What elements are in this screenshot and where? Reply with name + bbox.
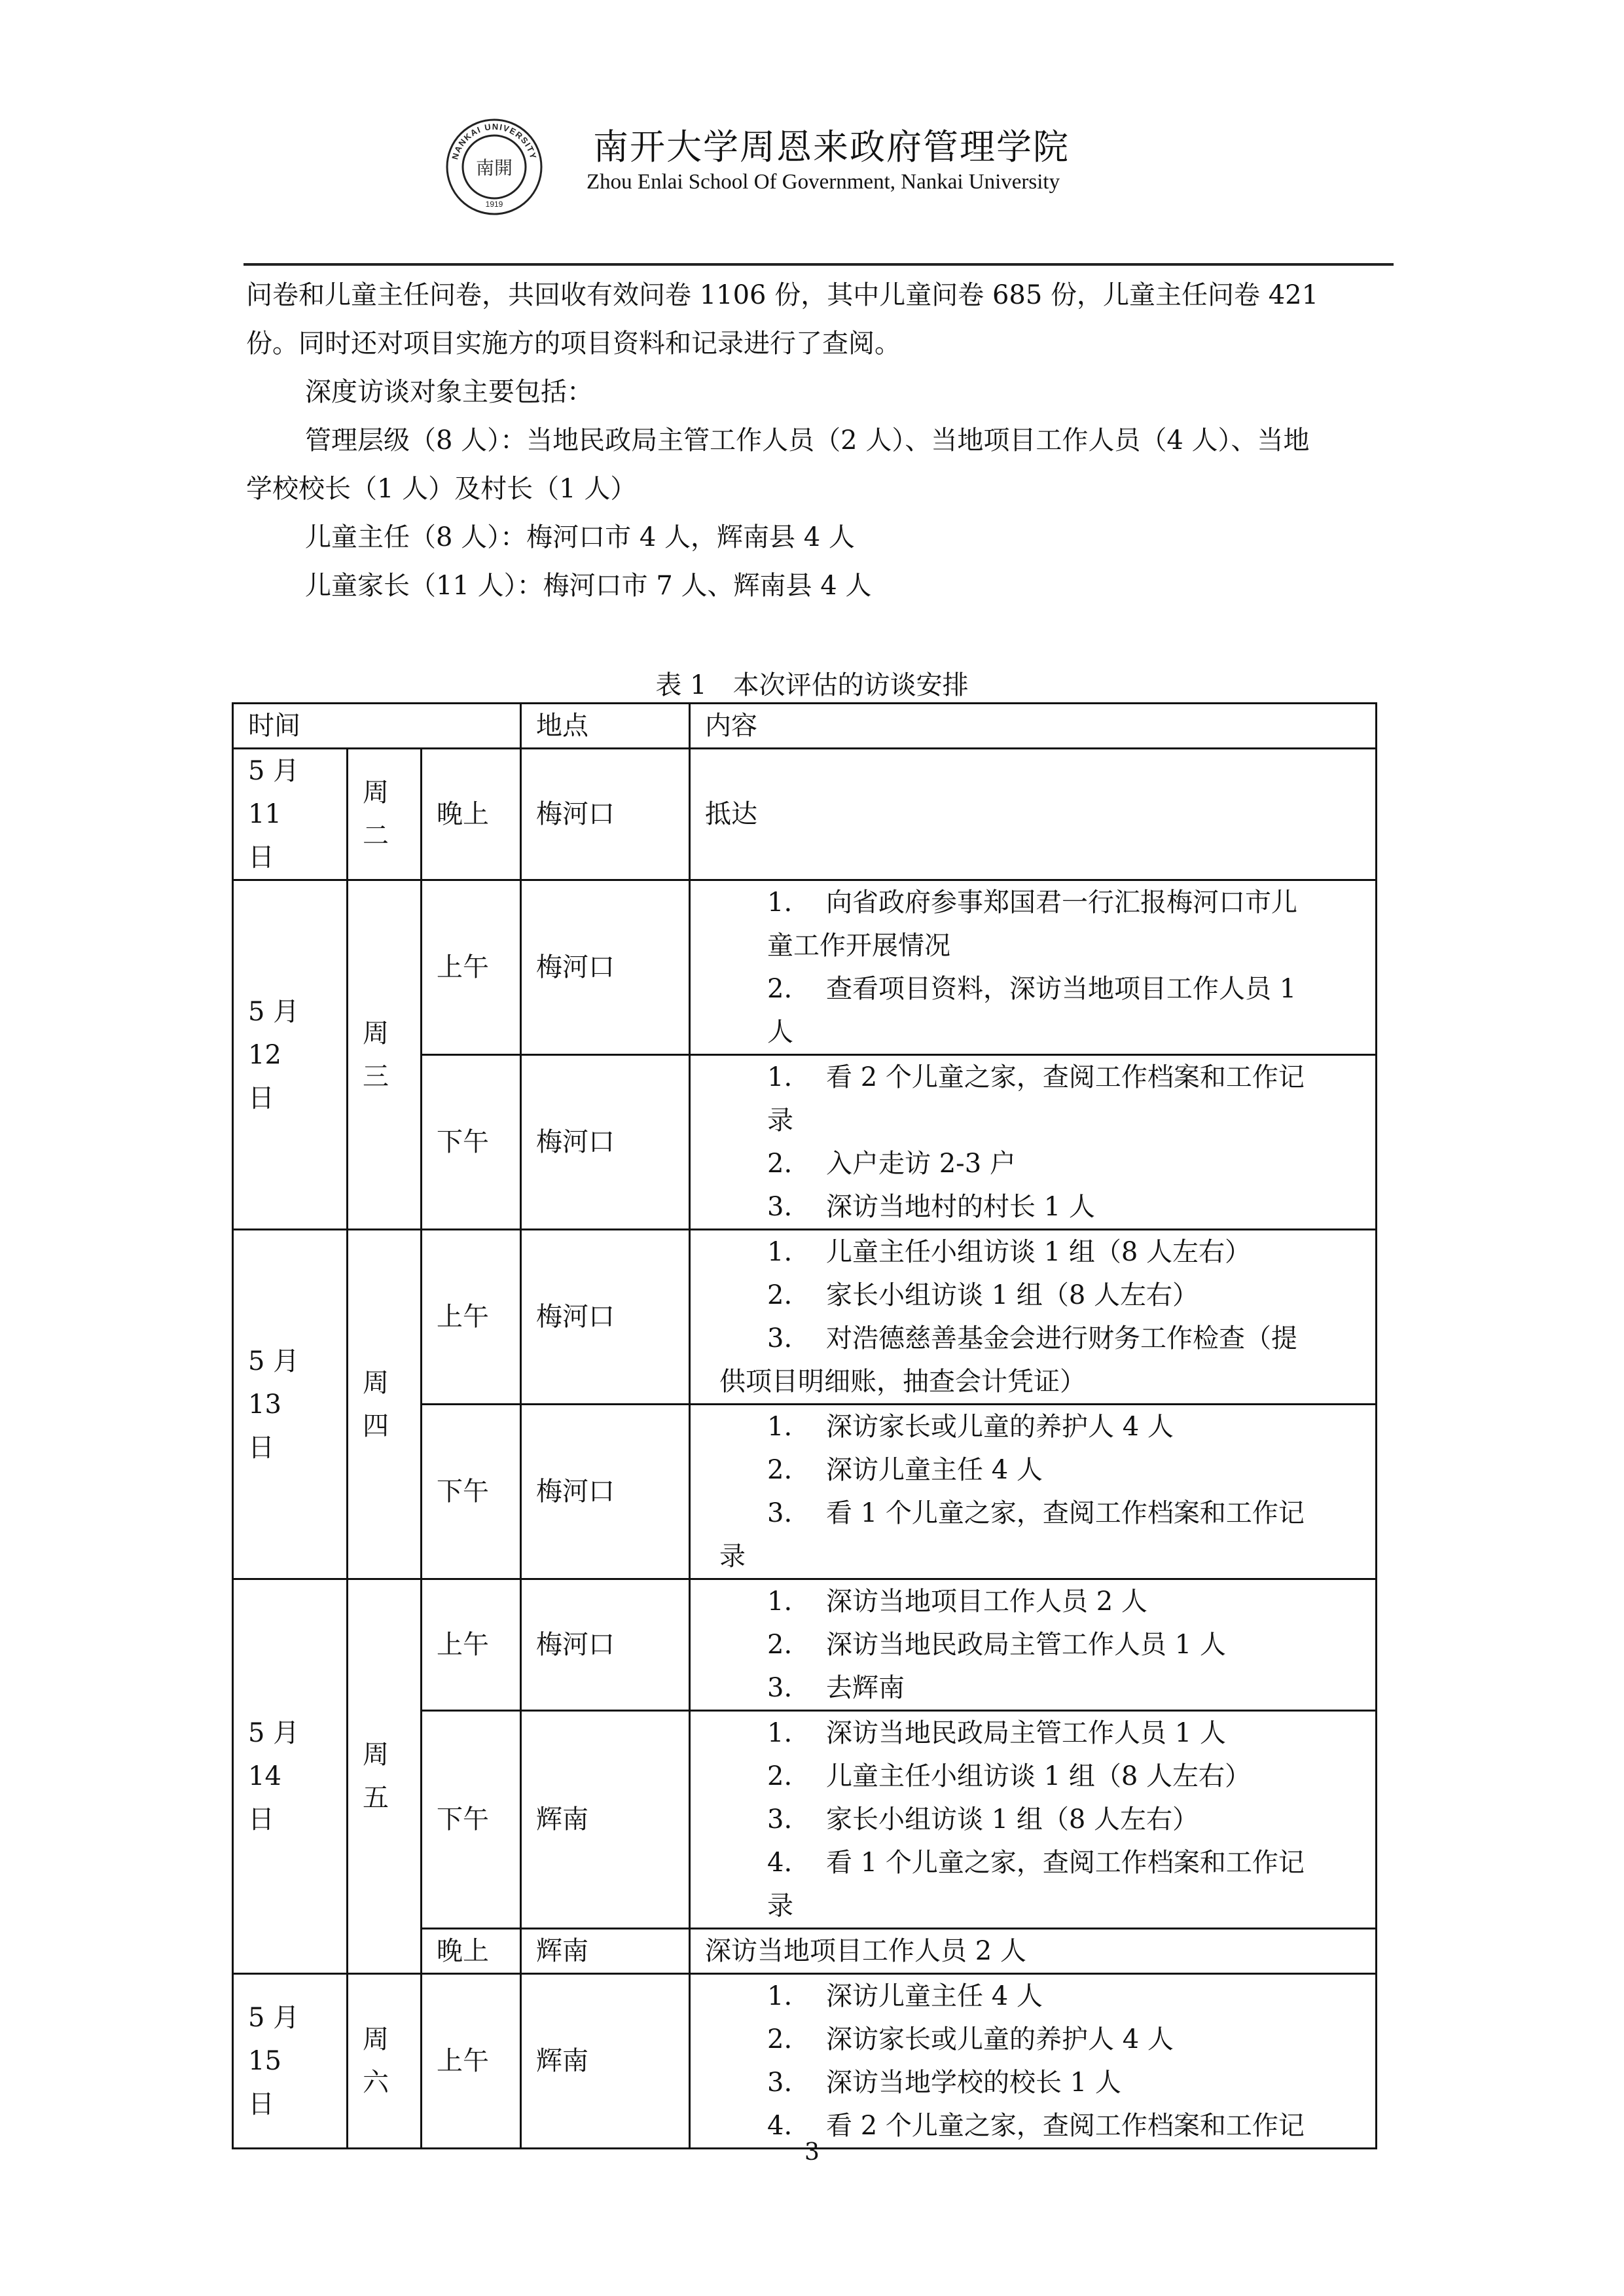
table-header-row (233, 704, 1377, 749)
header-divider (244, 263, 1394, 266)
weekday-cell: 周 六 (348, 1974, 422, 2149)
table-row (233, 880, 1377, 1055)
paragraph-line: 问卷和儿童主任问卷，共回收有效问卷 1106 份，其中儿童问卷 685 份，儿童主任问卷 421 (246, 280, 1319, 310)
list-item: 2. 深访当地民政局主管工作人员 1 人 (767, 1630, 1226, 1660)
weekday-cell: 周 五 (348, 1579, 422, 1974)
logo-year: 1919 (485, 200, 503, 209)
school-name-en: Zhou Enlai School Of Government, Nankai University (586, 170, 1060, 194)
place-cell: 梅河口 (521, 1405, 690, 1579)
period-cell: 下午 (422, 1055, 521, 1230)
page-header (445, 111, 1198, 223)
place-cell: 梅河口 (521, 1230, 690, 1405)
list-item: 2. 深访儿童主任 4 人 (767, 1455, 1043, 1485)
paragraph: 深度访谈对象主要包括： (305, 377, 593, 407)
list-item: 2. 家长小组访谈 1 组（8 人左右） (767, 1280, 1199, 1310)
list-item-wrap: 录 (767, 1891, 794, 1921)
date-cell: 5 月 15 日 (233, 1974, 348, 2149)
list-item: 4. 看 1 个儿童之家，查阅工作档案和工作记 (767, 1848, 1305, 1878)
list-item: 2. 入户走访 2-3 户 (767, 1149, 1016, 1179)
list-item: 3. 家长小组访谈 1 组（8 人左右） (767, 1804, 1199, 1835)
weekday-cell: 周 三 (348, 880, 422, 1230)
school-name-cn: 南开大学周恩来政府管理学院 (593, 126, 1070, 168)
paragraph-line: 管理层级（8 人）：当地民政局主管工作人员（2 人）、当地项目工作人员（4 人）、当地 (305, 425, 1310, 456)
list-item: 1. 深访儿童主任 4 人 (767, 1981, 1043, 2011)
paragraph: 儿童家长（11 人）：梅河口市 7 人、辉南县 4 人 (305, 571, 872, 601)
table-row (233, 749, 1377, 880)
date-cell: 5 月 11 日 (233, 749, 348, 880)
list-item-wrap: 供项目明细账，抽查会计凭证） (719, 1367, 1087, 1397)
list-item: 1. 儿童主任小组访谈 1 组（8 人左右） (767, 1237, 1252, 1267)
content-cell (690, 1579, 1377, 1711)
list-item: 2. 查看项目资料，深访当地项目工作人员 1 (767, 974, 1297, 1004)
table-row (233, 1974, 1377, 2149)
period-cell: 上午 (422, 1579, 521, 1711)
list-item: 3. 深访当地村的村长 1 人 (767, 1192, 1095, 1222)
paragraph-line: 份。同时还对项目实施方的项目资料和记录进行了查阅。 (246, 329, 901, 359)
list-item: 1. 深访家长或儿童的养护人 4 人 (767, 1412, 1174, 1442)
list-item: 3. 对浩德慈善基金会进行财务工作检查（提 (767, 1323, 1298, 1354)
svg-text:NANKAI UNIVERSITY (450, 122, 539, 161)
table-caption: 表 1 本次评估的访谈安排 (655, 670, 969, 700)
list-item-wrap: 人 (767, 1017, 794, 1047)
content-cell (690, 1055, 1377, 1230)
list-item: 2. 深访家长或儿童的养护人 4 人 (767, 2024, 1174, 2054)
date-cell: 5 月 14 日 (233, 1579, 348, 1974)
body-text (246, 271, 1398, 610)
period-cell: 上午 (422, 880, 521, 1055)
period-cell: 晚上 (422, 1929, 521, 1974)
period-cell: 下午 (422, 1711, 521, 1929)
place-cell: 梅河口 (521, 1055, 690, 1230)
place-cell: 辉南 (521, 1974, 690, 2149)
header-time: 时间 (233, 704, 521, 749)
content-cell (690, 1230, 1377, 1405)
header-place: 地点 (521, 704, 690, 749)
logo-center-glyph: 南開 (475, 157, 513, 179)
content-cell: 深访当地项目工作人员 2 人 (690, 1929, 1377, 1974)
list-item: 1. 深访当地民政局主管工作人员 1 人 (767, 1718, 1226, 1748)
list-item: 1. 深访当地项目工作人员 2 人 (767, 1587, 1147, 1617)
list-item: 4. 看 2 个儿童之家，查阅工作档案和工作记 (767, 2111, 1305, 2141)
paragraph: 儿童主任（8 人）：梅河口市 4 人，辉南县 4 人 (305, 522, 855, 552)
table-row (233, 1230, 1377, 1405)
period-cell: 晚上 (422, 749, 521, 880)
content-cell (690, 1405, 1377, 1579)
logo-ring-text: NANKAI UNIVERSITY (450, 121, 539, 161)
list-item: 1. 看 2 个儿童之家，查阅工作档案和工作记 (767, 1062, 1305, 1092)
interview-schedule-table (232, 702, 1377, 2149)
content-cell (690, 1974, 1377, 2149)
page-number: 3 (804, 2139, 820, 2166)
list-item-wrap: 录 (767, 1105, 794, 1136)
weekday-cell: 周 四 (348, 1230, 422, 1579)
list-item-wrap: 童工作开展情况 (767, 931, 951, 961)
date-cell: 5 月 12 日 (233, 880, 348, 1230)
list-item: 3. 看 1 个儿童之家，查阅工作档案和工作记 (767, 1498, 1305, 1528)
place-cell: 辉南 (521, 1929, 690, 1974)
place-cell: 梅河口 (521, 880, 690, 1055)
date-cell: 5 月 13 日 (233, 1230, 348, 1579)
period-cell: 上午 (422, 1230, 521, 1405)
place-cell: 辉南 (521, 1711, 690, 1929)
content-cell (690, 880, 1377, 1055)
nankai-university-logo (445, 118, 543, 216)
place-cell: 梅河口 (521, 749, 690, 880)
place-cell: 梅河口 (521, 1579, 690, 1711)
list-item: 3. 深访当地学校的校长 1 人 (767, 2068, 1121, 2098)
list-item: 1. 向省政府参事郑国君一行汇报梅河口市儿 (767, 888, 1298, 918)
header-content: 内容 (690, 704, 1377, 749)
paragraph-line: 学校校长（1 人）及村长（1 人） (246, 474, 637, 504)
weekday-cell: 周 二 (348, 749, 422, 880)
content-cell (690, 1711, 1377, 1929)
list-item: 2. 儿童主任小组访谈 1 组（8 人左右） (767, 1761, 1252, 1791)
list-item-wrap: 录 (719, 1541, 746, 1571)
period-cell: 上午 (422, 1974, 521, 2149)
content-cell: 抵达 (690, 749, 1377, 880)
table-row (233, 1579, 1377, 1711)
list-item: 3. 去辉南 (767, 1673, 905, 1703)
period-cell: 下午 (422, 1405, 521, 1579)
